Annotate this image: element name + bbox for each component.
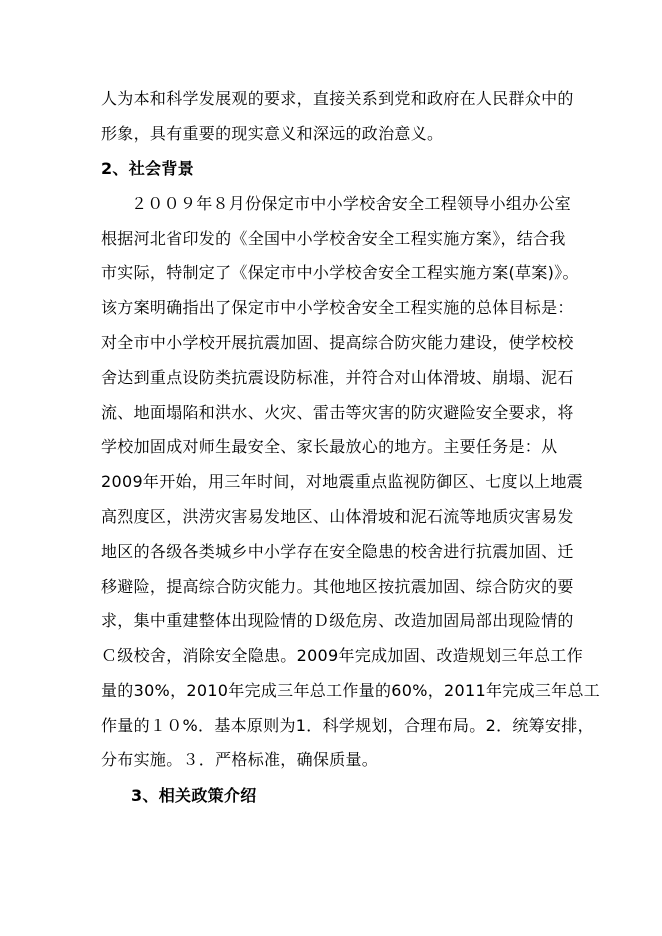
paragraph-line: 形象，具有重要的现实意义和深远的政治意义。 bbox=[101, 124, 444, 143]
paragraph-line: 量的30%，2010年完成三年总工作量的60%，2011年完成三年总工 bbox=[101, 681, 601, 700]
paragraph-line: 市实际，特制定了《保定市中小学校舍安全工程实施方案(草案)》。 bbox=[101, 263, 579, 282]
paragraph-line: 分布实施。３．严格标准，确保质量。 bbox=[101, 750, 379, 769]
paragraph-line: 移避险，提高综合防灾能力。其他地区按抗震加固、综合防灾的要 bbox=[101, 577, 574, 596]
paragraph-line: 作量的１０%．基本原则为1．科学规划，合理布局。2．统筹安排， bbox=[101, 716, 594, 735]
paragraph-line: 高烈度区，洪涝灾害易发地区、山体滑坡和泥石流等地质灾害易发 bbox=[101, 507, 574, 526]
paragraph-line: 根据河北省印发的《全国中小学校舍安全工程实施方案》，结合我 bbox=[101, 229, 566, 248]
paragraph-line: 该方案明确指出了保定市中小学校舍安全工程实施的总体目标是： bbox=[101, 298, 574, 317]
paragraph-line: 地区的各级各类城乡中小学存在安全隐患的校舍进行抗震加固、迁 bbox=[101, 542, 574, 561]
section-heading-social-background: 2、社会背景 bbox=[101, 159, 194, 178]
paragraph-line: ２００９年８月份保定市中小学校舍安全工程领导小组办公室 bbox=[131, 194, 572, 213]
paragraph-line: 学校加固成对师生最安全、家长最放心的地方。主要任务是：从 bbox=[101, 437, 558, 456]
section-heading-policy-intro: 3、相关政策介绍 bbox=[131, 786, 257, 805]
paragraph-line: 2009年开始，用三年时间，对地震重点监视防御区、七度以上地震 bbox=[101, 472, 584, 491]
paragraph-line: 人为本和科学发展观的要求，直接关系到党和政府在人民群众中的 bbox=[101, 89, 574, 108]
paragraph-line: 舍达到重点设防类抗震设防标准，并符合对山体滑坡、崩塌、泥石 bbox=[101, 368, 574, 387]
paragraph-line: 对全市中小学校开展抗震加固、提高综合防灾能力建设，使学校校 bbox=[101, 333, 574, 352]
paragraph-line: 流、地面塌陷和洪水、火灾、雷击等灾害的防灾避险安全要求，将 bbox=[101, 403, 574, 422]
paragraph-line: 求，集中重建整体出现险情的Ｄ级危房、改造加固局部出现险情的 bbox=[101, 611, 574, 630]
paragraph-line: Ｃ级校舍，消除安全隐患。2009年完成加固、改造规划三年总工作 bbox=[101, 646, 584, 665]
